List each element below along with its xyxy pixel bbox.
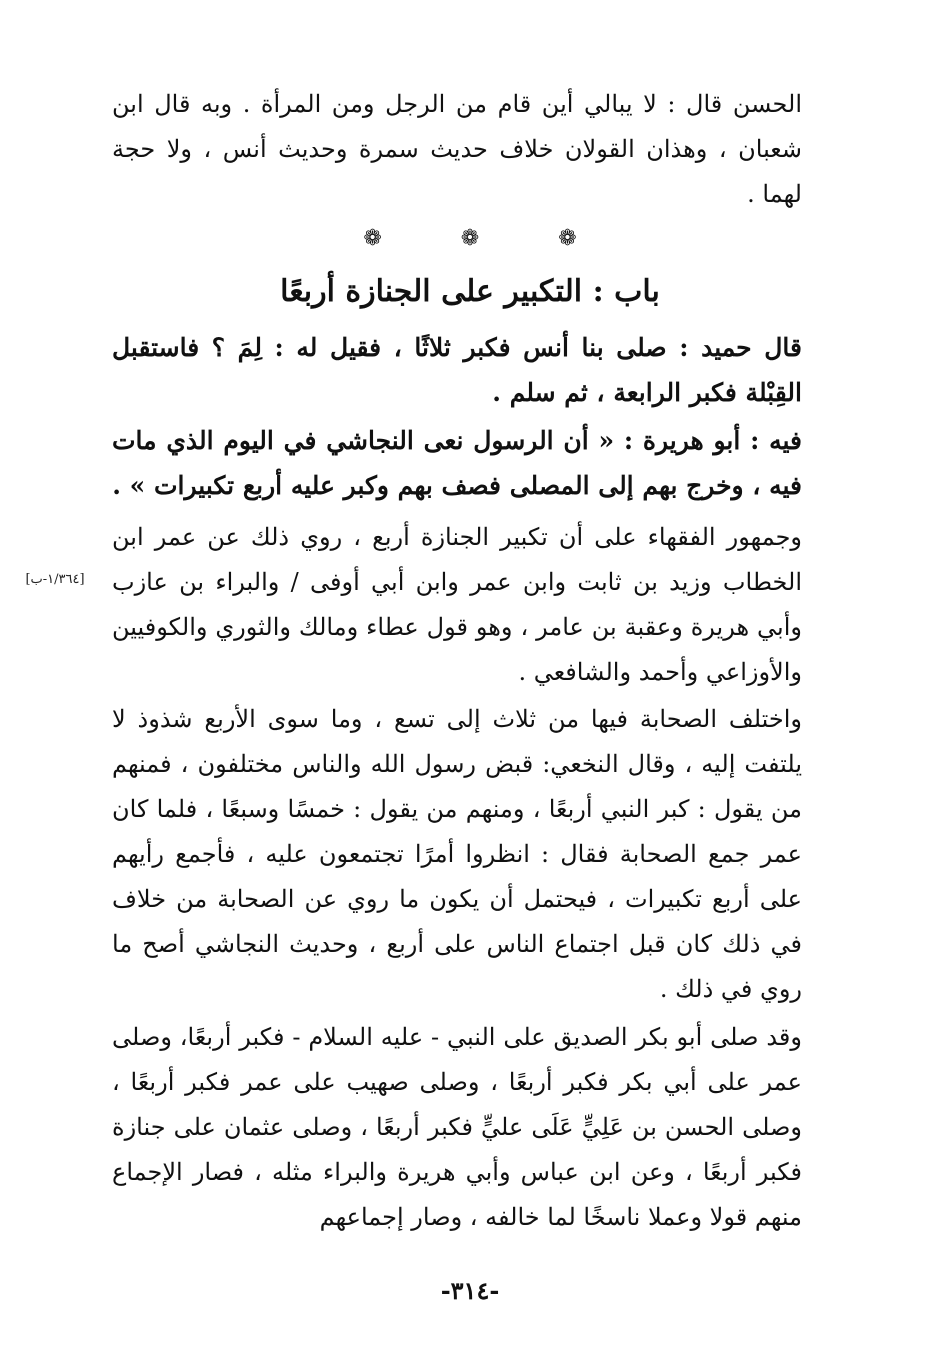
paragraph-intro: الحسن قال : لا يبالي أين قام من الرجل ومن المرأة . وبه قال ابن شعبان ، وهذان القولان خلاف حديث سمرة وحديث أنس ، ولا حجة لهما . xyxy=(112,90,802,208)
star-ornament-icon: ❁ xyxy=(558,226,577,251)
section-divider-stars xyxy=(0,226,940,251)
paragraph-funeral-prayers: وقد صلى أبو بكر الصديق على النبي - عليه السلام - فكبر أربعًا، وصلى عمر على أبي بكر فكبر أربعًا ، وصلى صهيب على عمر فكبر أربعًا ، وصلى الحسن بن عَلِيٍّ عَلَى عليٍّ فكبر أربعًا ، وصلى عثمان على جنازة فكبر أربعًا ، وعن ابن عباس وأبي هريرة والبراء مثله ، فصار الإجماع منهم قولا وعملا ناسخًا لما خالفه ، وصار إجماعهم xyxy=(112,1023,802,1231)
paragraph-majority-opinion: وجمهور الفقهاء على أن تكبير الجنازة أربع ، روي ذلك عن عمر ابن الخطاب وزيد بن ثابت وابن عمر وابن أبي أوفى / والبراء بن عازب وأبي هريرة وعقبة بن عامر ، وهو قول عطاء ومالك والثوري والكوفيين والأوزاعي وأحمد والشافعي . xyxy=(112,523,802,686)
paragraph-companions-disagreement: واختلف الصحابة فيها من ثلاث إلى تسع ، وما سوى الأربع شذوذ لا يلتفت إليه ، وقال النخعي: قبض رسول الله والناس مختلفون ، فمنهم من يقول : كبر النبي أربعًا ، ومنهم من يقول : خمسًا وسبعًا ، فلما كان عمر جمع الصحابة فقال : انظروا أمرًا تجتمعون عليه ، فأجمع رأيهم على أربع تكبيرات ، فيحتمل أن يكون ما روي عن الصحابة من خلاف في ذلك كان قبل اجتماع الناس على أربع ، وحديث النجاشي أصح ما روي في ذلك . xyxy=(112,705,802,1003)
paragraph-hadith-humaid: قال حميد : صلى بنا أنس فكبر ثلاثًا ، فقيل له : لِمَ ؟ فاستقبل القِبْلة فكبر الرابعة ، ثم سلم . xyxy=(112,333,802,407)
page-number: -٣١٤- xyxy=(440,1276,500,1305)
manuscript-folio-note: [١/٣٦٤-ب] xyxy=(25,572,85,587)
star-ornament-icon: ❁ xyxy=(460,226,480,251)
chapter-heading: باب : التكبير على الجنازة أربعًا xyxy=(280,274,660,309)
paragraph-hadith-abu-hurayra: فيه : أبو هريرة : « أن الرسول نعى النجاشي في اليوم الذي مات فيه ، وخرج بهم إلى المصلى فصف بهم وكبر عليه أربع تكبيرات » . xyxy=(112,426,802,500)
star-ornament-icon: ❁ xyxy=(363,226,382,251)
